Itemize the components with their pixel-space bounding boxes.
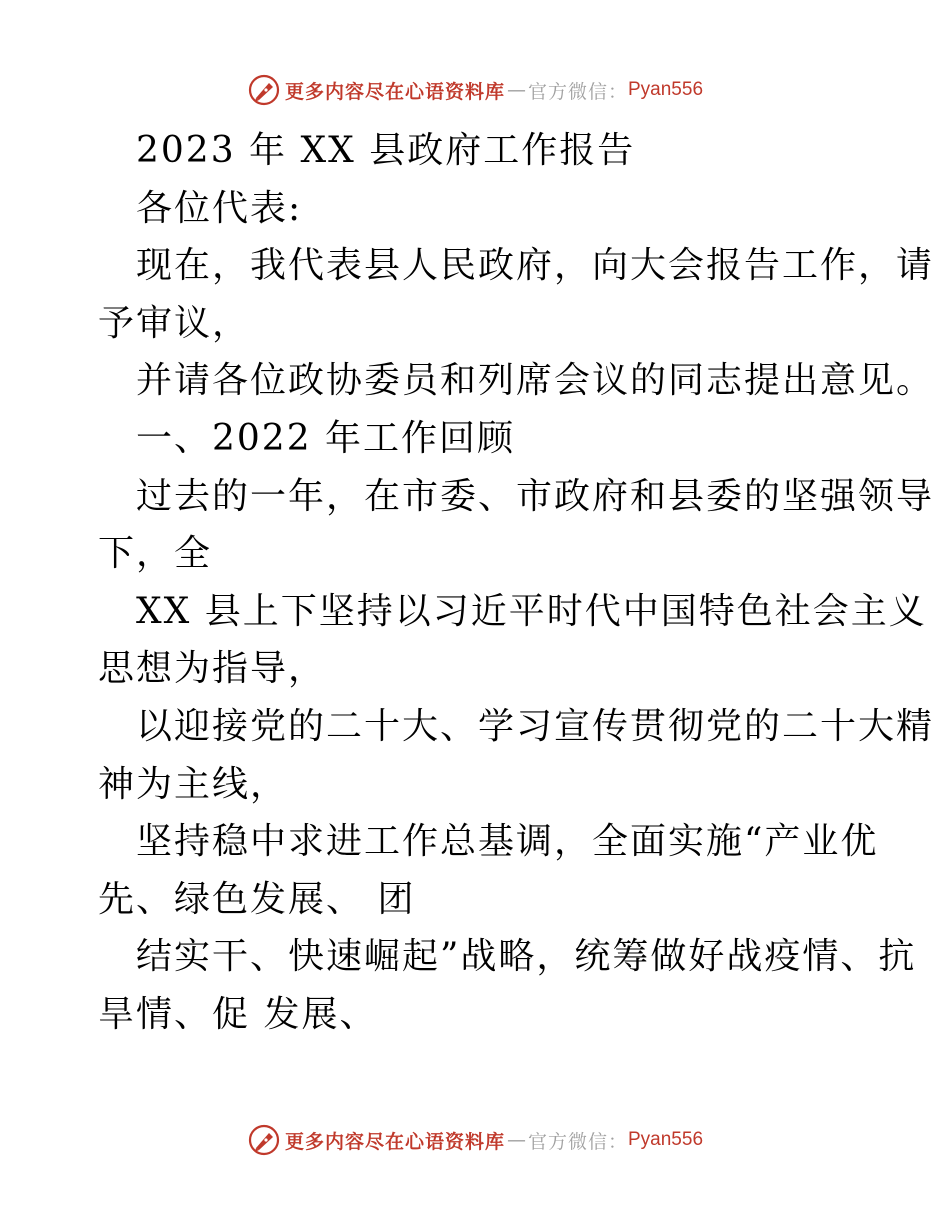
wechat-id: Pyan556 <box>628 79 704 100</box>
document-body <box>98 122 935 1044</box>
paragraph-line: 下，全 <box>98 533 213 575</box>
wechat-label: 官方微信： <box>527 80 628 103</box>
wechat-label: 官方微信： <box>527 1130 628 1153</box>
paragraph-line: 思想为指导， <box>98 648 327 690</box>
paragraph-line: 以迎接党的二十大、学习宣传贯彻党的二十大精 <box>136 705 935 747</box>
banner-dash: — <box>506 1129 526 1151</box>
site-name-text: 更多内容尽在心语资料库 <box>284 1130 505 1153</box>
site-name-text: 更多内容尽在心语资料库 <box>284 80 505 103</box>
paragraph-line: 并请各位政协委员和列席会议的同志提出意见。 <box>136 360 935 402</box>
section-heading: 一、2022 年工作回顾 <box>136 417 516 459</box>
paragraph-line: 旱情、促 发展、 <box>98 993 378 1035</box>
paragraph-line: 神为主线， <box>98 763 289 805</box>
footer-watermark-banner <box>0 1120 950 1160</box>
banner-dash: — <box>506 79 526 101</box>
document-title: 2023 年 XX 县政府工作报告 <box>136 130 636 171</box>
paragraph-line: XX 县上下坚持以习近平时代中国特色社会主义 <box>136 590 927 632</box>
paragraph-line: 坚持稳中求进工作总基调，全面实施“产业优 <box>136 821 879 863</box>
header-watermark-banner <box>0 70 950 110</box>
wechat-id: Pyan556 <box>628 1129 704 1150</box>
paragraph-line: 现在，我代表县人民政府，向大会报告工作，请 <box>136 245 935 287</box>
paragraph-line: 过去的一年，在市委、市政府和县委的坚强领导 <box>136 475 935 517</box>
pen-nib-logo-icon <box>247 73 281 107</box>
paragraph-line: 结实干、快速崛起”战略，统筹做好战疫情、抗 <box>136 936 917 978</box>
paragraph-line: 予审议， <box>98 302 251 344</box>
salutation: 各位代表: <box>136 187 303 229</box>
pen-nib-logo-icon <box>247 1123 281 1157</box>
paragraph-line: 先、绿色发展、 团 <box>98 878 416 920</box>
